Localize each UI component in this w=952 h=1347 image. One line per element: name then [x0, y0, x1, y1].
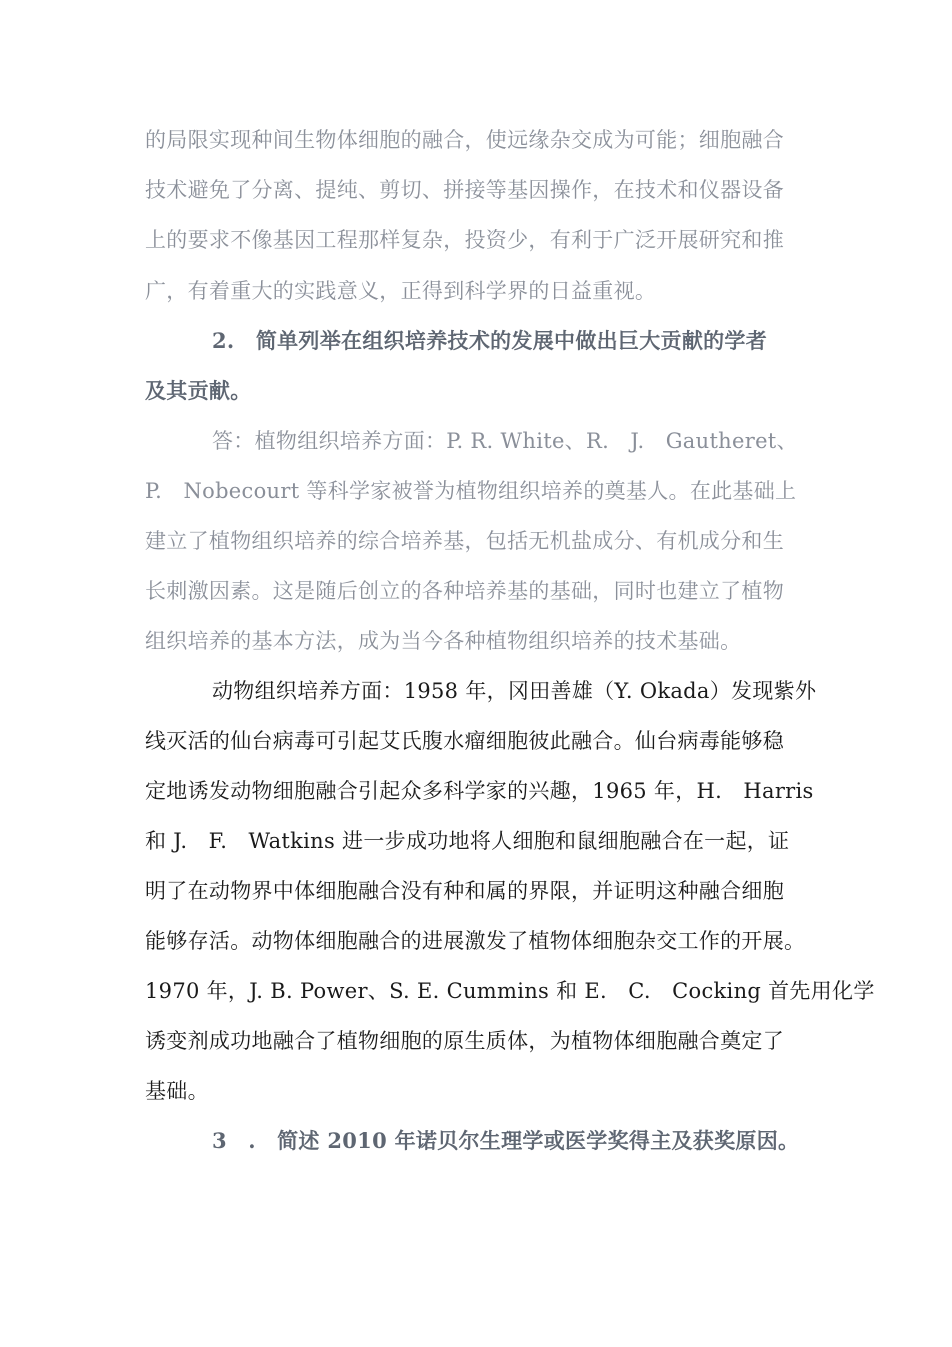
- answer-animal-line: 诱变剂成功地融合了植物细胞的原生质体，为植物体细胞融合奠定了: [145, 1029, 784, 1053]
- answer-animal-line: 线灭活的仙台病毒可引起艾氏腹水瘤细胞彼此融合。仙台病毒能够稳: [145, 729, 784, 753]
- answer-animal-line: 1970 年，J. B. Power、S. E. Cummins 和 E. C. Cocking 首先用化学: [145, 979, 875, 1003]
- paragraph-line: 技术避免了分离、提纯、剪切、拼接等基因操作，在技术和仪器设备: [145, 178, 784, 202]
- answer-plant-line: 组织培养的基本方法，成为当今各种植物组织培养的技术基础。: [145, 629, 742, 653]
- answer-animal-line: 能够存活。动物体细胞融合的进展激发了植物体细胞杂交工作的开展。: [145, 929, 806, 953]
- paragraph-line: 上的要求不像基因工程那样复杂，投资少，有利于广泛开展研究和推: [145, 228, 784, 252]
- question-2-heading-cont: 及其贡献。: [145, 378, 252, 403]
- answer-animal-line: 动物组织培养方面：1958 年，冈田善雄（Y. Okada）发现紫外: [212, 679, 817, 703]
- answer-animal-line: 明了在动物界中体细胞融合没有种和属的界限，并证明这种融合细胞: [145, 879, 784, 903]
- answer-plant-line: 建立了植物组织培养的综合培养基，包括无机盐成分、有机成分和生: [145, 529, 784, 553]
- answer-animal-line: 定地诱发动物细胞融合引起众多科学家的兴趣，1965 年，H. Harris: [145, 779, 814, 803]
- question-3-heading: 3 . 简述 2010 年诺贝尔生理学或医学奖得主及获奖原因。: [212, 1128, 800, 1153]
- question-2-heading: 2. 简单列举在组织培养技术的发展中做出巨大贡献的学者: [212, 328, 768, 353]
- answer-plant-line: 长刺激因素。这是随后创立的各种培养基的基础，同时也建立了植物: [145, 579, 784, 603]
- paragraph-line: 的局限实现种间生物体细胞的融合，使远缘杂交成为可能；细胞融合: [145, 128, 784, 152]
- answer-animal-line: 基础。: [145, 1079, 209, 1103]
- answer-plant-line: P. Nobecourt 等科学家被誉为植物组织培养的奠基人。在此基础上: [145, 479, 797, 503]
- answer-animal-line: 和 J. F. Watkins 进一步成功地将人细胞和鼠细胞融合在一起，证: [145, 829, 790, 853]
- paragraph-line: 广，有着重大的实践意义，正得到科学界的日益重视。: [145, 279, 657, 303]
- answer-plant-line: 答：植物组织培养方面：P. R. White、R. J. Gautheret、: [212, 429, 798, 453]
